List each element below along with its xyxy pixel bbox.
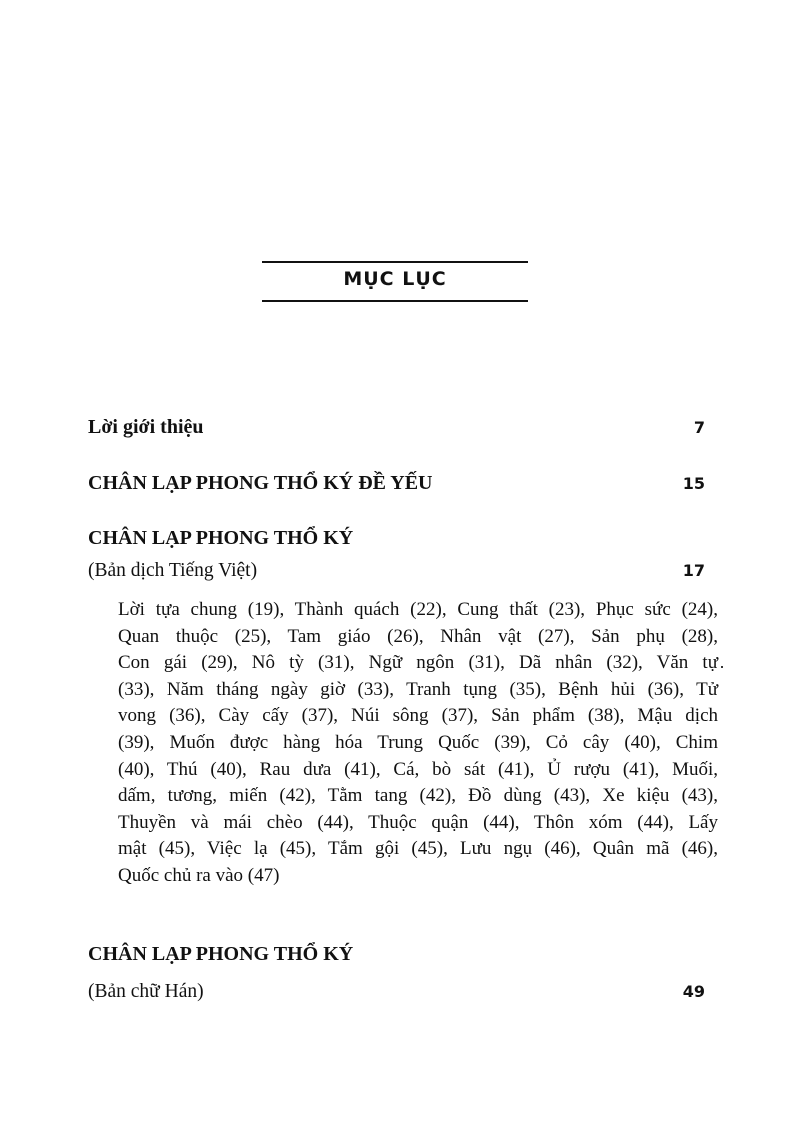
page-title: MỤC LỤC <box>343 268 447 290</box>
section-line: (40), Thú (40), Rau dưa (41), Cá, bò sát (41), Ủ rượu (41), Muối, <box>118 758 718 780</box>
toc-entry-label: Lời giới thiệu <box>88 416 204 438</box>
toc-entry-heading[interactable] <box>88 943 705 966</box>
section-line: Quốc chủ ra vào (47) <box>118 864 280 886</box>
toc-entry-page: 7 <box>693 418 705 437</box>
toc-entry-page: 15 <box>682 474 705 493</box>
section-line: Lời tựa chung (19), Thành quách (22), Cung thất (23), Phục sức (24), <box>118 599 718 620</box>
toc-entry-heading[interactable] <box>88 527 705 550</box>
title-top-rule <box>262 261 528 263</box>
section-line: dấm, tương, miến (42), Tằm tang (42), Đồ dùng (43), Xe kiệu (43), <box>118 785 718 807</box>
toc-entry-chinese-text[interactable] <box>88 981 705 1003</box>
section-line: (39), Muốn được hàng hóa Trung Quốc (39), Cỏ cây (40), Chim <box>118 731 718 753</box>
toc-section-list <box>118 597 718 890</box>
section-line: (33), Năm tháng ngày giờ (33), Tranh tụng (35), Bệnh hủi (36), Tử <box>118 678 718 700</box>
toc-entry-label: CHÂN LẠP PHONG THỔ KÝ <box>88 943 354 965</box>
toc-entry-label: CHÂN LẠP PHONG THỔ KÝ <box>88 527 354 549</box>
scan-speck <box>721 666 723 668</box>
section-line: Con gái (29), Nô tỳ (31), Ngữ ngôn (31), Dã nhân (32), Văn tự <box>118 652 718 674</box>
toc-entry-label: CHÂN LẠP PHONG THỔ KÝ ĐỀ YẾU <box>88 472 433 494</box>
toc-entry-introduction[interactable] <box>88 416 705 439</box>
toc-entry-summary[interactable] <box>88 472 705 495</box>
section-line: Thuyền và mái chèo (44), Thuộc quận (44), Thôn xóm (44), Lấy <box>118 811 718 833</box>
toc-entry-subtitle: (Bản chữ Hán) <box>88 981 204 1002</box>
section-line: mật (45), Việc lạ (45), Tắm gội (45), Lưu ngụ (46), Quân mã (46), <box>118 838 718 860</box>
title-bottom-rule <box>262 300 528 302</box>
toc-entry-vietnamese-translation[interactable] <box>88 560 705 582</box>
section-line: Quan thuộc (25), Tam giáo (26), Nhân vật (27), Sản phụ (28), <box>118 625 718 647</box>
toc-entry-page: 49 <box>682 982 705 1001</box>
section-line: vong (36), Cày cấy (37), Núi sông (37), Sản phẩm (38), Mậu dịch <box>118 705 718 727</box>
toc-entry-page: 17 <box>682 561 705 580</box>
toc-entry-subtitle: (Bản dịch Tiếng Việt) <box>88 560 258 581</box>
